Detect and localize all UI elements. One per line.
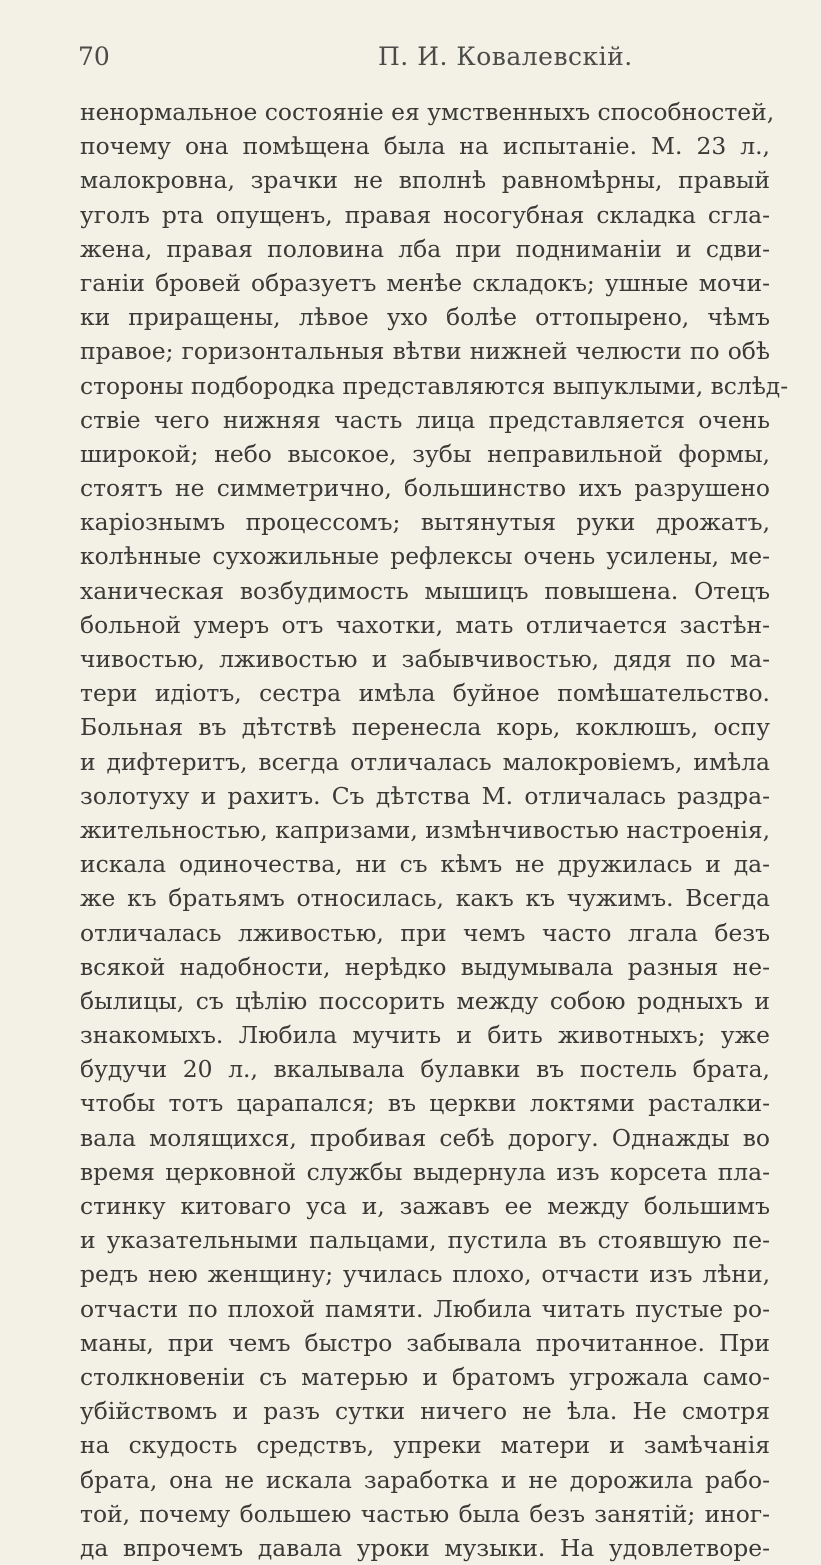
text-line: стоятъ не симметрично, большинство ихъ разрушено [80, 474, 770, 503]
text-line: каріознымъ процессомъ; вытянутыя руки дрожатъ, [80, 508, 770, 537]
text-line: и дифтеритъ, всегда отличалась малокровіемъ, имѣла [80, 747, 770, 776]
text-line: на скудость средствъ, упреки матери и замѣчанія [80, 1431, 770, 1460]
text-line: искала одиночества, ни съ кѣмъ не дружилась и да- [80, 850, 770, 879]
text-line: той, почему большею частью была безъ занятій; иног- [80, 1499, 770, 1528]
body-text [80, 95, 789, 1565]
text-line: отчасти по плохой памяти. Любила читать пустые ро- [80, 1294, 770, 1323]
text-line: золотуху и рахитъ. Съ дѣтства М. отличалась раздра- [80, 781, 770, 810]
text-line: колѣнные сухожильные рефлексы очень усилены, ме- [80, 542, 770, 571]
text-line: маны, при чемъ быстро забывала прочитанное. При [80, 1328, 770, 1357]
text-line: ки приращены, лѣвое ухо болѣе оттопырено, чѣмъ [80, 303, 770, 332]
text-line: знакомыхъ. Любила мучить и бить животныхъ; уже [80, 1021, 770, 1050]
text-line: же къ братьямъ относилась, какъ къ чужимъ. Всегда [80, 884, 770, 913]
text-line: малокровна, зрачки не вполнѣ равномѣрны, правый [80, 166, 770, 195]
text-line: больной умеръ отъ чахотки, мать отличается застѣн- [80, 610, 770, 639]
text-line: ствіе чего нижняя часть лица представляется очень [80, 405, 770, 434]
text-line: жительностью, капризами, измѣнчивостью настроенія, [80, 815, 771, 844]
page-header [78, 40, 761, 80]
text-line: былицы, съ цѣлію поссорить между собою родныхъ и [80, 986, 770, 1015]
text-line: почему она помѣщена была на испытаніе. М. 23 л., [80, 132, 770, 161]
text-line: тери идіотъ, сестра имѣла буйное помѣшательство. [80, 679, 770, 708]
text-line: чтобы тотъ царапался; въ церкви локтями расталки- [80, 1089, 770, 1118]
text-line: и указательными пальцами, пустила въ стоявшую пе- [80, 1226, 770, 1255]
text-line: широкой; небо высокое, зубы неправильной формы, [80, 439, 770, 468]
text-line: чивостью, лживостью и забывчивостью, дядя по ма- [80, 645, 770, 673]
text-line: отличалась лживостью, при чемъ часто лгала безъ [80, 918, 770, 947]
text-line: ханическая возбудимость мышицъ повышена. Отецъ [80, 576, 770, 605]
text-line: редъ нею женщину; училась плохо, отчасти изъ лѣни, [80, 1260, 770, 1289]
page-number: 70 [78, 42, 110, 71]
text-line: брата, она не искала заработка и не дорожила рабо- [80, 1465, 770, 1494]
text-line: уголъ рта опущенъ, правая носогубная складка сгла- [80, 200, 770, 229]
text-line: будучи 20 л., вкалывала булавки въ постель брата, [80, 1055, 770, 1084]
text-line: ганіи бровей образуетъ менѣе складокъ; ушные мочи- [80, 268, 770, 297]
text-line: правое; горизонтальныя вѣтви нижней челюсти по обѣ [80, 337, 770, 366]
text-line: жена, правая половина лба при подниманіи и сдви- [80, 234, 770, 263]
text-line: всякой надобности, нерѣдко выдумывала разныя не- [80, 952, 770, 981]
text-line: Больная въ дѣтствѣ перенесла корь, коклюшъ, оспу [80, 713, 770, 742]
text-line: ненормальное состояніе ея умственныхъ способностей, [80, 98, 775, 126]
text-line: время церковной службы выдернула изъ корсета пла- [80, 1157, 770, 1186]
text-line: стинку китоваго уса и, зажавъ ее между большимъ [80, 1192, 770, 1220]
text-line: стороны подбородка представляются выпуклыми, вслѣд- [80, 371, 789, 400]
text-line: вала молящихся, пробивая себѣ дорогу. Однажды во [80, 1123, 770, 1152]
text-line: убійствомъ и разъ сутки ничего не ѣла. Не смотря [80, 1397, 770, 1426]
running-title: П. И. Ковалевскій. [378, 42, 633, 71]
text-line: да впрочемъ давала уроки музыки. На удовлетворе- [80, 1533, 770, 1562]
text-line: столкновеніи съ матерью и братомъ угрожала само- [80, 1362, 770, 1391]
